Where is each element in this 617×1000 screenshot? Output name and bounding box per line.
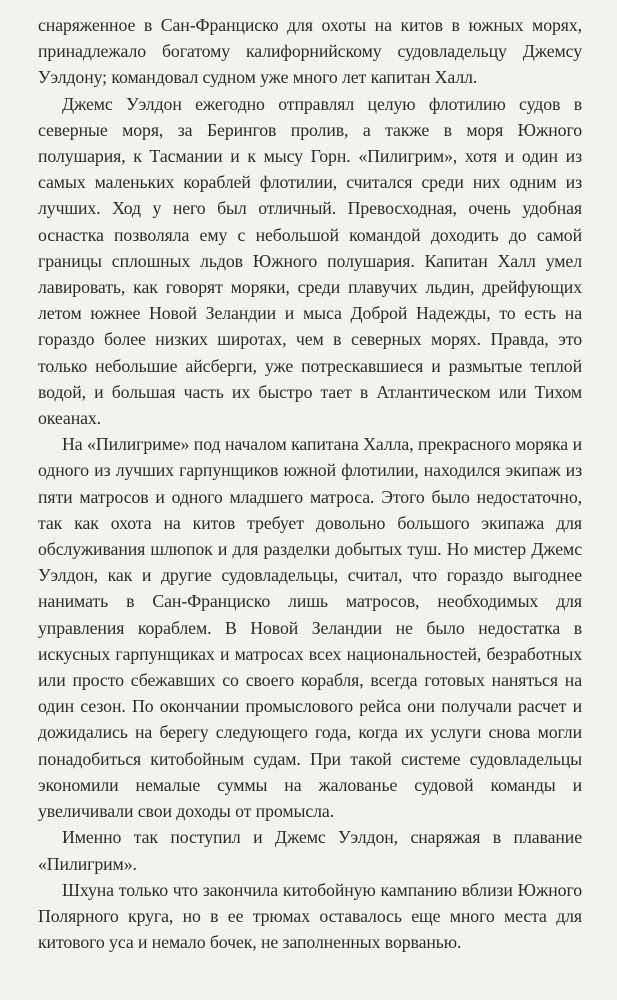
book-page: [38, 12, 582, 955]
paragraph-weldon-fleet: Джемс Уэлдон ежегодно отправлял целую флотилию судов в северные моря, за Берингов пролив, а также в моря Южного полушария, к Тасмании и к мысу Горн. «Пилигрим», хотя и один из самых маленьких кораблей флотилии, считался среди них одним из лучших. Ход у него был отличный. Превосходная, очень удобная оснастка позволяла ему с небольшой командой доходить до самой границы сплошных льдов Южного полушария. Капитан Халл умел лавировать, как говорят моряки, среди плавучих льдин, дрейфующих летом южнее Новой Зеландии и мыса Доброй Надежды, то есть на гораздо более низких широтах, чем в северных морях. Правда, это только небольшие айсберги, уже потрескавшиеся и размытые теплой водой, и большая часть их быстро тает в Атлантическом или Тихом океанах.: [38, 93, 582, 429]
paragraph-continuation: снаряженное в Сан-Франциско для охоты на китов в южных морях, принадлежало богатому калифорнийскому судовладельцу Джемсу Уэлдону; командовал судном уже много лет капитан Халл.: [38, 15, 582, 88]
paragraph-schooner-hold: Шхуна только что закончила китобойную кампанию вблизи Южного Полярного круга, но в ее трюмах оставалось еще много места для китового уса и немало бочек, не заполненных ворванью.: [38, 879, 582, 953]
paragraph-pilgrim-crew: На «Пилигриме» под началом капитана Халла, прекрасного моряка и одного из лучших гарпунщиков южной флотилии, находился экипаж из пяти матросов и одного младшего матроса. Этого было недостаточно, так как охота на китов требует довольно большого экипажа для обслуживания шлюпок и для разделки добытых туш. Но мистер Джемс Уэлдон, как и другие судовладельцы, считал, что гораздо выгоднее нанимать в Сан-Франциско лишь матросов, необходимых для управления кораблем. В Новой Зеландии не было недостатка в искусных гарпунщиках и матросах всех национальностей, безработных или просто сбежавших со своего корабля, всегда готовых наняться на один сезон. По окончании промыслового рейса они получали расчет и дожидались на берегу следующего года, когда их услуги снова могли понадобиться китобойным судам. При такой системе судовладельцы экономили немалые суммы на жалованье судовой команды и увеличивали свои доходы от промысла.: [38, 434, 582, 822]
paragraph-weldon-equipping: Именно так поступил и Джемс Уэлдон, снаряжая в плавание «Пилигрим».: [38, 827, 582, 874]
